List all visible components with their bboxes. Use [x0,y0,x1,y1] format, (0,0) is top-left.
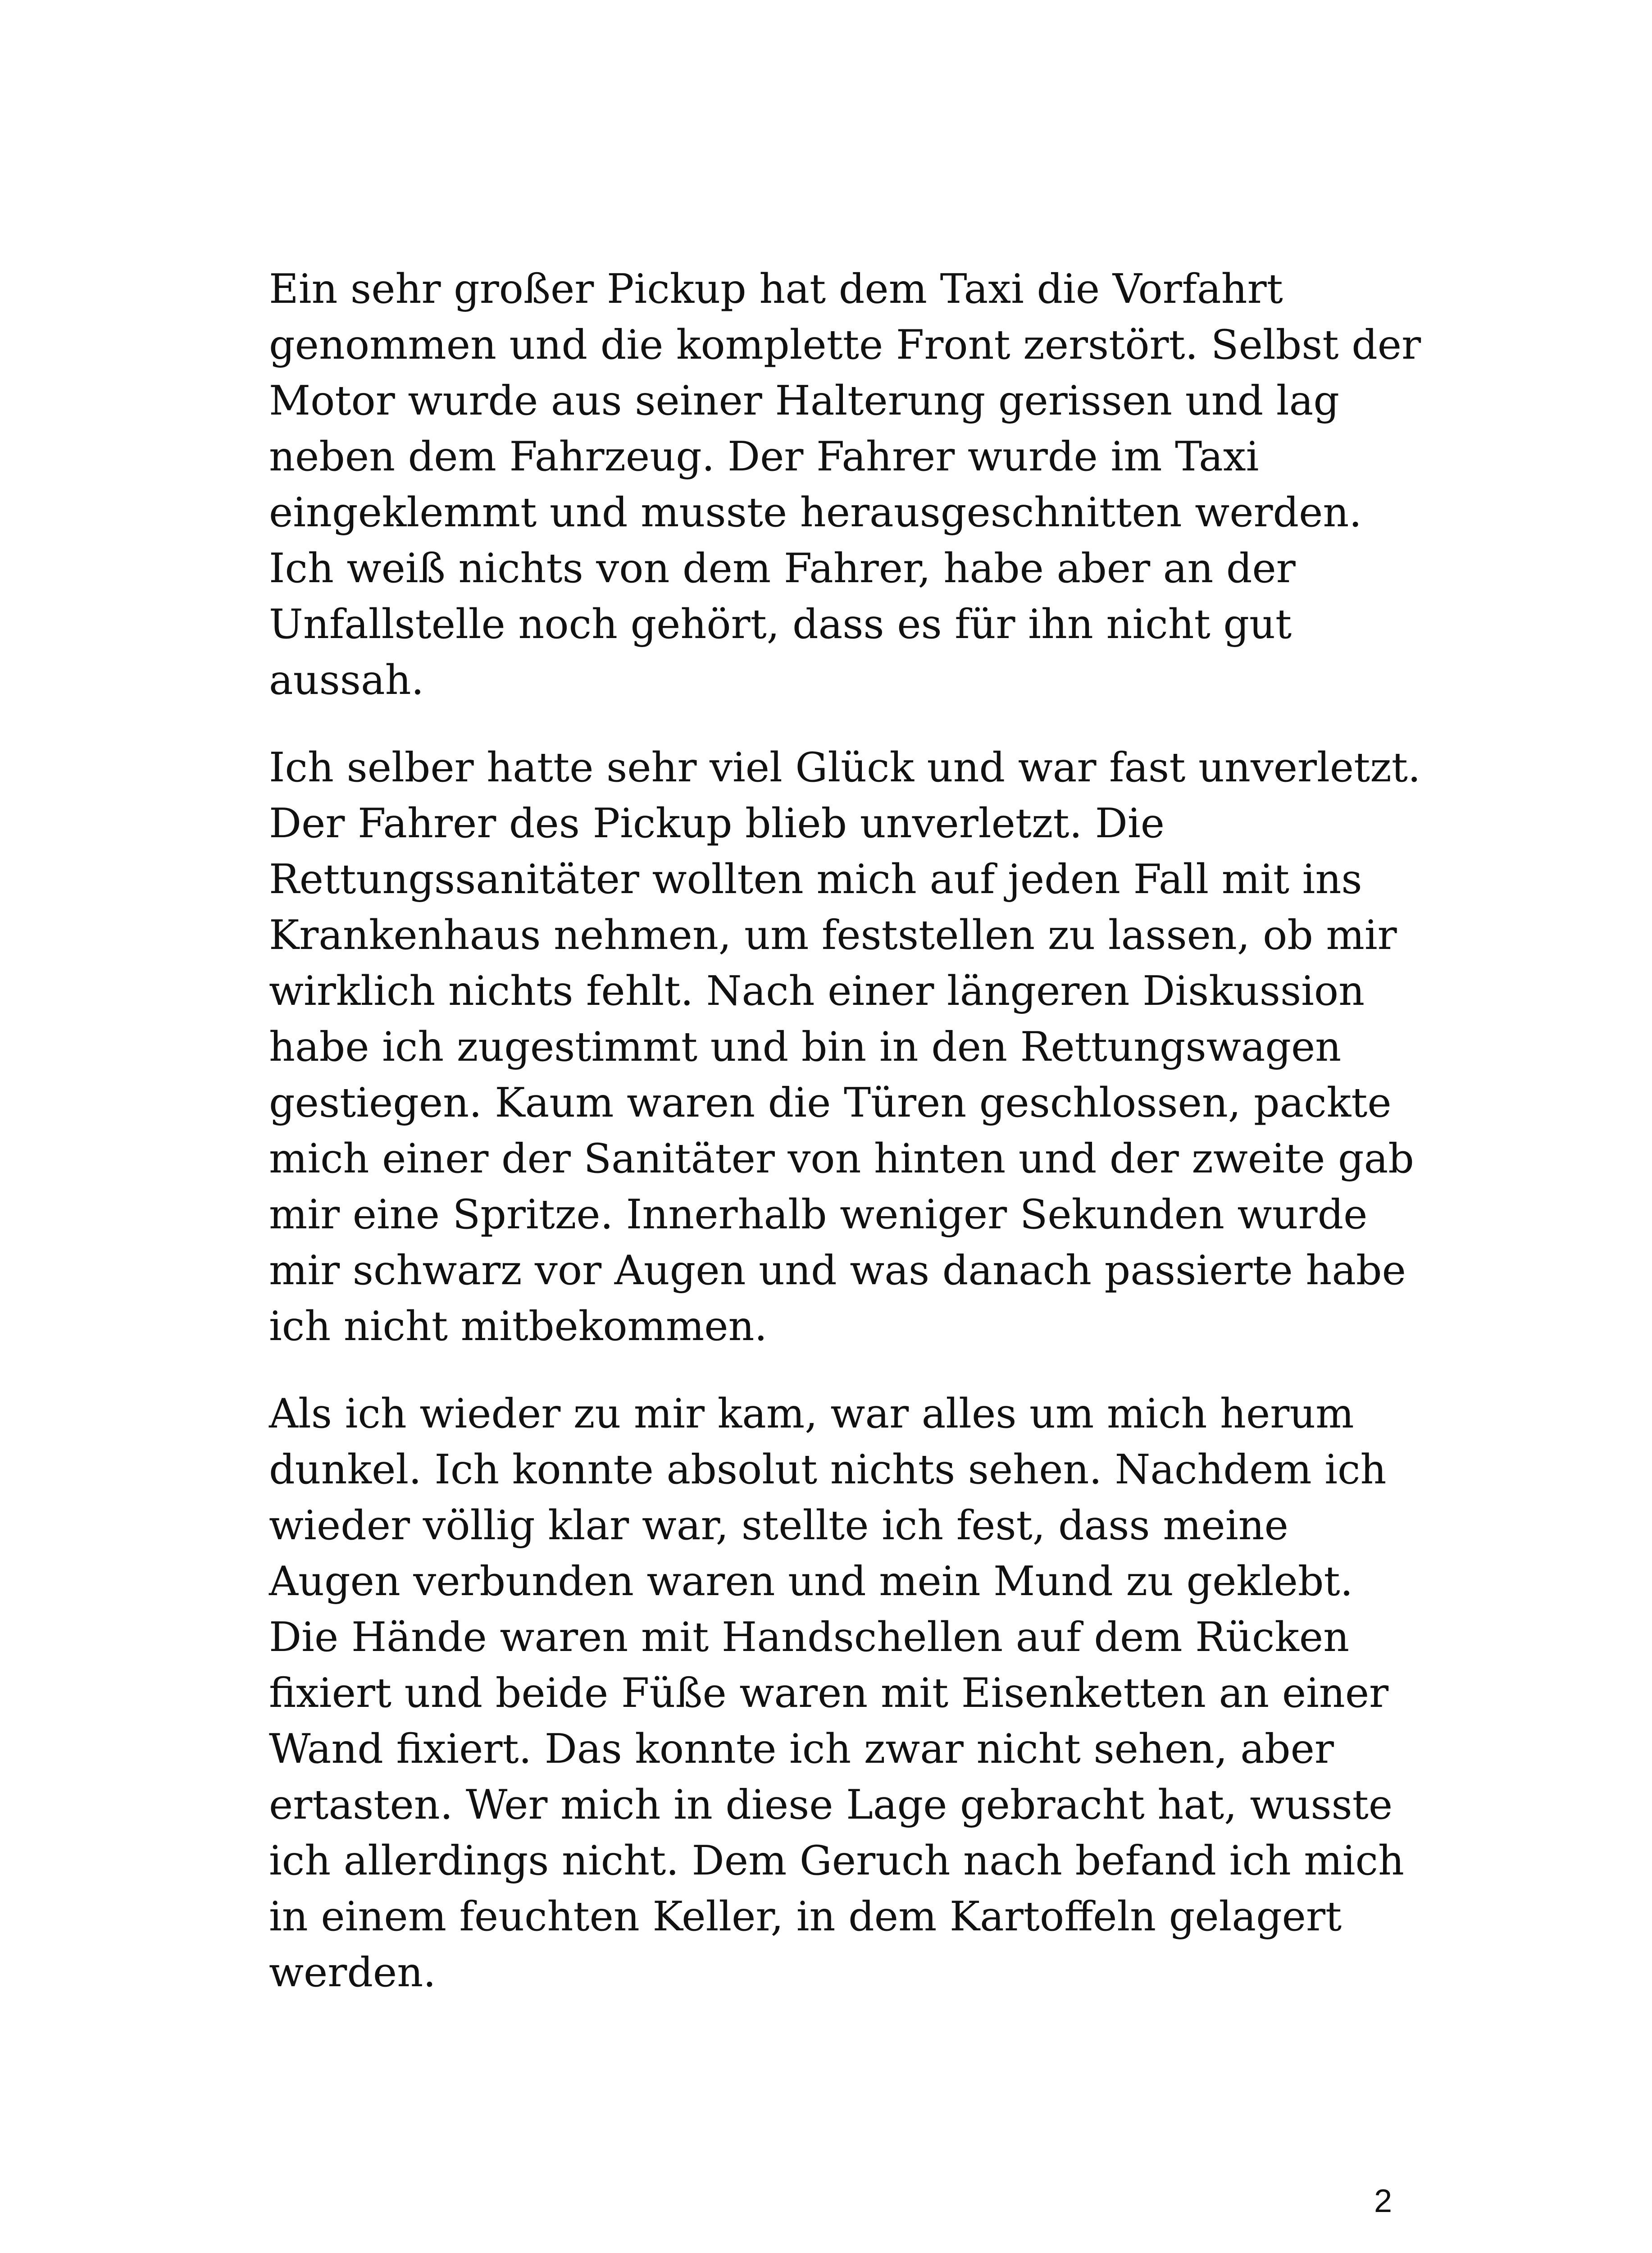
text-line: werden. [269,1949,436,1996]
text-line: ich allerdings nicht. Dem Geruch nach befand ich mich [269,1837,1404,1884]
text-line: Krankenhaus nehmen, um feststellen zu lassen, ob mir [269,912,1397,959]
text-line: dunkel. Ich konnte absolut nichts sehen. Nachdem ich [269,1446,1387,1493]
paragraph-2 [269,740,1422,1355]
text-line: Motor wurde aus seiner Halterung gerissen und lag [269,377,1339,424]
text-line: Ich weiß nichts von dem Fahrer, habe aber an der [269,545,1296,592]
text-line: Unfallstelle noch gehört, dass es für ihn nicht gut [269,601,1292,648]
text-line: Ein sehr großer Pickup hat dem Taxi die Vorfahrt [269,265,1283,313]
text-line: Wand fixiert. Das konnte ich zwar nicht sehen, aber [269,1725,1334,1773]
text-line: fixiert und beide Füße waren mit Eisenketten an einer [269,1669,1389,1717]
text-line: ich nicht mitbekommen. [269,1303,768,1350]
text-line: ertasten. Wer mich in diese Lage gebracht hat, wusste [269,1781,1393,1829]
text-line: Rettungssanitäter wollten mich auf jeden Fall mit ins [269,856,1362,903]
paragraph-1 [269,261,1422,708]
text-line: wirklich nichts fehlt. Nach einer längeren Diskussion [269,967,1365,1015]
paragraph-3 [269,1386,1422,2001]
page-number: 2 [1374,2183,1392,2219]
text-line: mir eine Spritze. Innerhalb weniger Sekunden wurde [269,1191,1368,1238]
text-line: Der Fahrer des Pickup blieb unverletzt. Die [269,800,1165,847]
text-line: mich einer der Sanitäter von hinten und der zweite gab [269,1135,1414,1182]
text-line: wieder völlig klar war, stellte ich fest, dass meine [269,1502,1288,1549]
text-line: gestiegen. Kaum waren die Türen geschlossen, packte [269,1079,1392,1126]
text-line: genommen und die komplette Front zerstört. Selbst der [269,321,1421,369]
text-line: Die Hände waren mit Handschellen auf dem Rücken [269,1614,1350,1661]
text-line: Ich selber hatte sehr viel Glück und war fast unverletzt. [269,744,1421,791]
text-line: in einem feuchten Keller, in dem Kartoffeln gelagert [269,1893,1342,1940]
text-line: neben dem Fahrzeug. Der Fahrer wurde im Taxi [269,433,1259,480]
text-line: eingeklemmt und musste herausgeschnitten werden. [269,489,1362,536]
text-line: Als ich wieder zu mir kam, war alles um mich herum [269,1390,1354,1437]
text-line: mir schwarz vor Augen und was danach passierte habe [269,1247,1406,1294]
body-text [269,261,1422,2032]
text-line: aussah. [269,657,424,704]
text-line: Augen verbunden waren und mein Mund zu geklebt. [269,1558,1353,1605]
text-line: habe ich zugestimmt und bin in den Rettungswagen [269,1023,1342,1071]
